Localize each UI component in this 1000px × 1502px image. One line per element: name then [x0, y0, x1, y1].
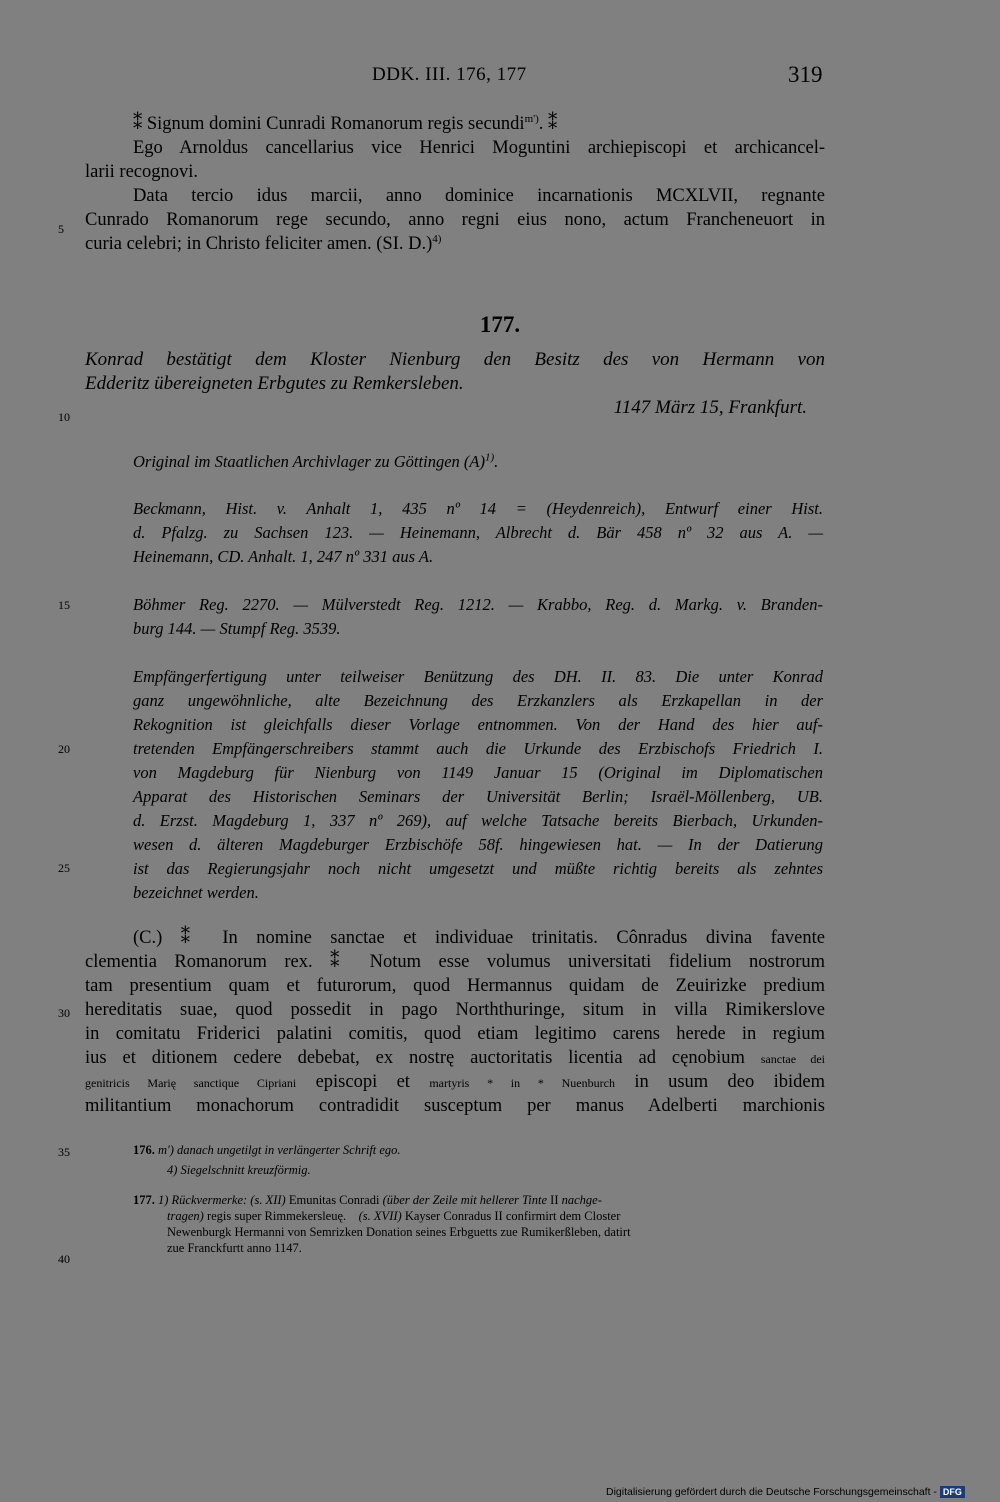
charter-line: clementia Romanorum rex. ⁑ Notum esse volumus universitati fidelium nostrorum: [85, 952, 825, 972]
document-number: 177.: [479, 312, 521, 337]
editions-note: [133, 497, 823, 569]
charter-line: in comitatu Friderici palatini comitis, quod etiam legitimo carens herede in regium: [85, 1024, 825, 1044]
commentary-line: von Magdeburg für Nienburg von 1149 Januar 15 (Original im Diplomatischen: [133, 763, 823, 782]
charter-line: hereditatis suae, quod possedit in pago Norththuringe, situm in villa Rimikerslove: [85, 1000, 825, 1020]
commentary-line: bezeichnet werden.: [133, 883, 259, 902]
commentary-line: ganz ungewöhnliche, alte Bezeichnung des Erzkanzlers als Erzkapellan in der: [133, 691, 823, 710]
commentary-line: Apparat des Historischen Seminars der Universität Berlin; Israël-Möllenberg, UB.: [133, 787, 823, 806]
editions-line: d. Pfalzg. zu Sachsen 123. — Heinemann, Albrecht d. Bär 458 nº 32 aus A. —: [133, 523, 823, 542]
date-place: 1147 März 15, Frankfurt.: [613, 397, 807, 418]
commentary-note: [133, 665, 823, 905]
footnotes-176: [133, 1142, 823, 1190]
charter-text: [85, 927, 825, 1119]
dating-line-3: curia celebri; in Christo feliciter amen. (SI. D.)$^{4)}$: [85, 232, 442, 254]
footnotes-177: [133, 1192, 823, 1256]
funding-footer: [606, 1486, 965, 1498]
charter-line: ius et ditionem cedere debebat, ex nostrę auctoritatis licentia ad cęnobium sanctae dei: [85, 1048, 826, 1068]
commentary-line: ist das Regierungsjahr noch nicht umgesetzt und müßte richtig bereits als zehntes: [133, 859, 823, 878]
commentary-line: tretenden Empfängerschreibers stammt auch die Urkunde des Erzbischofs Friedrich I.: [133, 739, 823, 758]
tradition-note: [133, 450, 823, 474]
regesta-line: Böhmer Reg. 2270. — Mülverstedt Reg. 1212. — Krabbo, Reg. d. Markg. v. Branden-: [133, 595, 823, 614]
dating-line-1: Data tercio idus marcii, anno dominice incarnationis MCXLVII, regnante: [133, 186, 825, 206]
regest: [85, 347, 825, 419]
line-number: 5: [58, 222, 64, 236]
line-number: 25: [58, 861, 70, 875]
commentary-line: Empfängerfertigung unter teilweiser Benützung des DH. II. 83. Die unter Konrad: [133, 667, 823, 686]
running-head: DDK. III. 176, 177: [372, 64, 527, 85]
footnote-line: zue Franckfurtt anno 1147.: [167, 1241, 302, 1255]
commentary-line: d. Erzst. Magdeburg 1, 337 nº 269), auf welche Tatsache bereits Bierbach, Urkunden-: [133, 811, 823, 830]
line-number: 30: [58, 1006, 70, 1020]
tradition-line: Original im Staatlichen Archivlager zu Göttingen $(A)^{1)}$.: [133, 451, 499, 471]
commentary-line: wesen d. älteren Magdeburger Erzbischöfe 58f. hingewiesen hat. — In der Datierung: [133, 835, 823, 854]
regest-line-1: Konrad bestätigt dem Kloster Nienburg den Besitz des von Hermann von: [85, 349, 825, 370]
footnote: 4) Siegelschnitt kreuzförmig.: [167, 1163, 311, 1177]
editions-line: Heinemann, CD. Anhalt. 1, 247 nº 331 aus A.: [133, 547, 434, 566]
charter-line: tam presentium quam et futurorum, quod Hermannus quidam de Zeuirizke predium: [85, 976, 825, 996]
footnote-line: tragen) regis super Rimmekersleuę. (s. XVII) Kayser Conradus II confirmirt dem Closter: [167, 1209, 621, 1223]
signum-line: ⁑ Signum domini Cunradi Romanorum regis secundi$^{m')}$. ⁑: [133, 112, 558, 134]
charter-line: militantium monachorum contradidit susceptum per manus Adelberti marchionis: [85, 1096, 825, 1116]
line-number: 10: [58, 410, 70, 424]
page-header: [0, 62, 1000, 92]
previous-document-end: [85, 112, 825, 256]
editions-line: Beckmann, Hist. v. Anhalt 1, 435 nº 14 = (Heydenreich), Entwurf einer Hist.: [133, 499, 823, 518]
commentary-line: Rekognition ist gleichfalls dieser Vorlage entnommen. Von der Hand des hier auf-: [133, 715, 823, 734]
funding-text: Digitalisierung gefördert durch die Deutsche Forschungsgemeinschaft -: [606, 1486, 937, 1498]
regesta-line: burg 144. — Stumpf Reg. 3539.: [133, 619, 341, 638]
charter-line: (C.) ⁑ In nomine sanctae et individuae trinitatis. Cônradus divina favente: [133, 928, 825, 948]
recognition-line-2: larii recognovi.: [85, 162, 199, 182]
footnote-line: Newenburgk Hermanni von Semrizken Donation seines Erbguetts zue Rumikerßleben, datirt: [167, 1225, 631, 1239]
line-number: 15: [58, 598, 70, 612]
footnote-line: 177. 1) Rückvermerke: (s. XII) Emunitas Conradi (über der Zeile mit hellerer Tinte II nachge-: [133, 1193, 602, 1207]
recognition-line-1: Ego Arnoldus cancellarius vice Henrici Moguntini archiepiscopi et archicancel-: [133, 138, 825, 158]
page-number: 319: [788, 62, 823, 87]
dating-line-2: Cunrado Romanorum rege secundo, anno regni eius nono, actum Francheneuort in: [85, 210, 825, 230]
line-number: 40: [58, 1252, 70, 1266]
dfg-logo: DFG: [940, 1486, 965, 1498]
line-number: 35: [58, 1145, 70, 1159]
regest-line-2: Edderitz übereigneten Erbgutes zu Remkersleben.: [85, 373, 464, 394]
footnote: 176. m') danach ungetilgt in verlängerter Schrift ego.: [133, 1143, 401, 1157]
charter-line: genitricis Marię sanctique Cipriani episcopi et martyris * in * Nuenburch in usum deo ibidem: [85, 1072, 826, 1092]
regesta-note: [133, 593, 823, 641]
line-number: 20: [58, 742, 70, 756]
